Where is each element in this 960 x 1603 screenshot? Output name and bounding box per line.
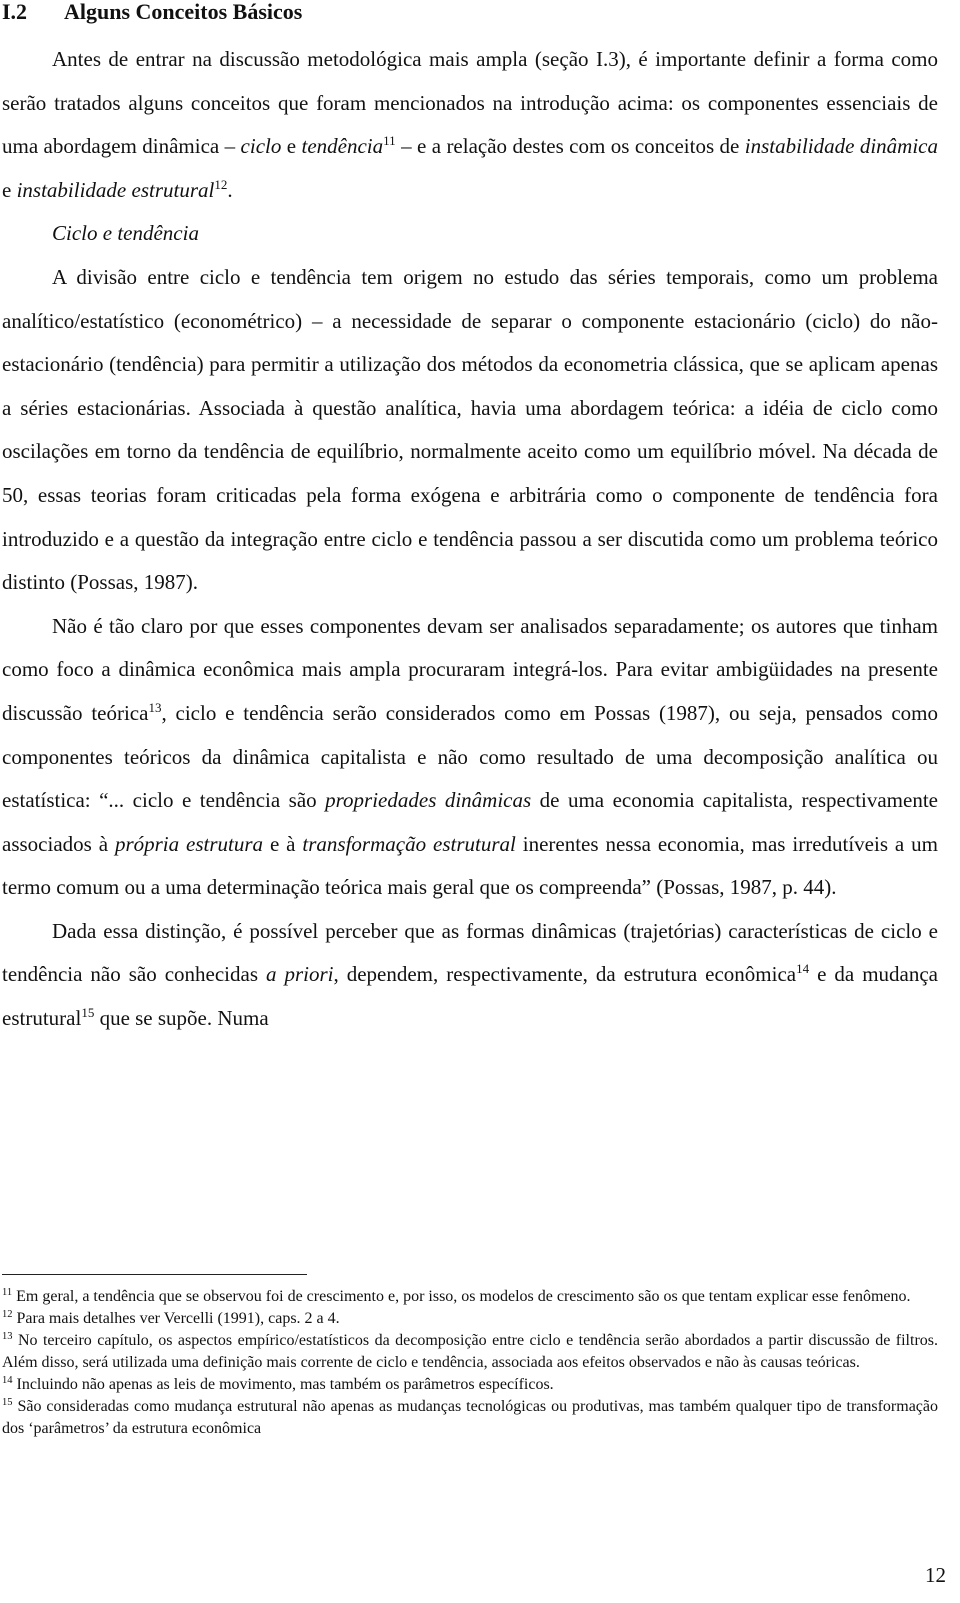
text-run: Dada essa distinção, é possível perceber que as formas dinâmicas (trajetórias) características de ciclo e tendência não são conhecidas bbox=[2, 918, 938, 987]
footnote-ref-13[interactable]: 13 bbox=[148, 699, 162, 715]
italic-term-transformacao-estrutural: transformação estrutural bbox=[302, 831, 516, 856]
footnote-ref-14[interactable]: 14 bbox=[796, 961, 810, 977]
text-run: e bbox=[281, 134, 302, 159]
page-number: 12 bbox=[925, 1563, 946, 1587]
italic-term-instabilidade-estrutural: instabilidade estrutural bbox=[16, 177, 215, 202]
paragraph-distincao bbox=[2, 910, 938, 1041]
footnotes bbox=[2, 1286, 938, 1440]
text-run: Não é tão claro por que esses componentes devam ser analisados separadamente; os autores que tinham como foco a dinâmica econômica mais ampla procuraram integrá-los. Para evitar ambigüidades na presente discussão teórica bbox=[2, 613, 938, 725]
footnote-text: Para mais detalhes ver Vercelli (1991), caps. 2 a 4. bbox=[12, 1310, 340, 1327]
footnote-number: 15 bbox=[2, 1397, 13, 1408]
text-run: inerentes nessa economia, mas irredutíveis a um termo comum ou a uma determinação teórica mais geral que os compreenda” (Possas, 1987, p. 44). bbox=[2, 831, 938, 900]
footnote-number: 13 bbox=[2, 1331, 13, 1342]
italic-term-propria-estrutura: própria estrutura bbox=[114, 831, 264, 856]
footnote-separator bbox=[2, 1274, 307, 1275]
footnote-number: 11 bbox=[2, 1287, 13, 1298]
text-run: . bbox=[227, 177, 233, 202]
body-text bbox=[2, 38, 938, 1041]
footnote-number: 14 bbox=[2, 1375, 13, 1386]
footnote-text: No terceiro capítulo, os aspectos empírico/estatísticos da decomposição entre ciclo e tendência serão abordados a partir discussão de filtros. Além disso, será utilizada uma definição mais corrente de ciclo e tendência, associada aos efeitos observados e não às causas teóricas. bbox=[2, 1332, 938, 1371]
paragraph-possas bbox=[2, 605, 938, 910]
footnote-11 bbox=[2, 1286, 938, 1308]
footnote-text: São consideradas como mudança estrutural não apenas as mudanças tecnológicas ou produtivas, mas também qualquer tipo de transformação dos ‘parâmetros’ da estrutura econômica bbox=[2, 1398, 938, 1437]
italic-term-propriedades-dinamicas: propriedades dinâmicas bbox=[325, 788, 532, 813]
italic-term-instabilidade-dinamica: instabilidade dinâmica bbox=[744, 134, 938, 159]
text-run: Antes de entrar na discussão metodológica mais ampla (seção I.3), é importante definir a forma como serão tratados alguns conceitos que foram mencionados na introdução acima: os componentes essenciais de uma abordagem dinâmica – bbox=[2, 47, 938, 159]
footnote-13 bbox=[2, 1330, 938, 1374]
section-number: I.2 bbox=[2, 0, 28, 24]
text-run: que se supõe. Numa bbox=[94, 1006, 269, 1031]
section-heading bbox=[2, 0, 302, 26]
footnote-ref-11[interactable]: 11 bbox=[383, 133, 396, 149]
footnote-text: Incluindo não apenas as leis de movimento, mas também os parâmetros específicos. bbox=[12, 1376, 554, 1393]
text-run: de uma economia capitalista, respectivamente associados à bbox=[2, 788, 938, 856]
text-run: e à bbox=[263, 831, 303, 856]
section-title: Alguns Conceitos Básicos bbox=[64, 0, 303, 24]
italic-term-ciclo: ciclo bbox=[240, 134, 282, 159]
footnote-15 bbox=[2, 1396, 938, 1440]
footnote-12 bbox=[2, 1308, 938, 1330]
footnote-text: Em geral, a tendência que se observou foi de crescimento e, por isso, os modelos de crescimento são os que tentam explicar esse fenômeno. bbox=[12, 1288, 911, 1305]
text-run: – e a relação destes com os conceitos de bbox=[395, 134, 745, 159]
paragraph-ciclo-tendencia: A divisão entre ciclo e tendência tem origem no estudo das séries temporais, como um problema analítico/estatístico (econométrico) – a necessidade de separar o componente estacionário (ciclo) do não-estacionário (tendência) para permitir a utilização dos métodos da econometria clássica, que se aplicam apenas a séries estacionárias. Associada à questão analítica, havia uma abordagem teórica: a idéia de ciclo como oscilações em torno da tendência de equilíbrio, normalmente aceito como um equilíbrio móvel. Na década de 50, essas teorias foram criticadas pela forma exógena e arbitrária como o componente de tendência fora introduzido e a questão da integração entre ciclo e tendência passou a ser discutida como um problema teórico distinto (Possas, 1987). bbox=[2, 264, 938, 595]
footnote-number: 12 bbox=[2, 1309, 13, 1320]
text-run: , dependem, respectivamente, da estrutura econômica bbox=[333, 962, 797, 987]
subsection-title: Ciclo e tendência bbox=[52, 221, 199, 246]
italic-term-tendencia: tendência bbox=[301, 134, 384, 159]
footnote-14 bbox=[2, 1374, 938, 1396]
text-run: e da mudança estrutural bbox=[2, 962, 938, 1031]
paragraph-intro bbox=[2, 38, 938, 212]
text-run: , ciclo e tendência serão considerados como em Possas (1987), ou seja, pensados como componentes teóricos da dinâmica capitalista e não como resultado de uma decomposição analítica ou estatística: “... ciclo e tendência são bbox=[2, 700, 938, 813]
footnote-ref-15[interactable]: 15 bbox=[81, 1005, 95, 1021]
text-run: e bbox=[2, 177, 17, 202]
italic-term-a-priori: a priori bbox=[265, 962, 334, 987]
footnote-ref-12[interactable]: 12 bbox=[214, 176, 228, 192]
